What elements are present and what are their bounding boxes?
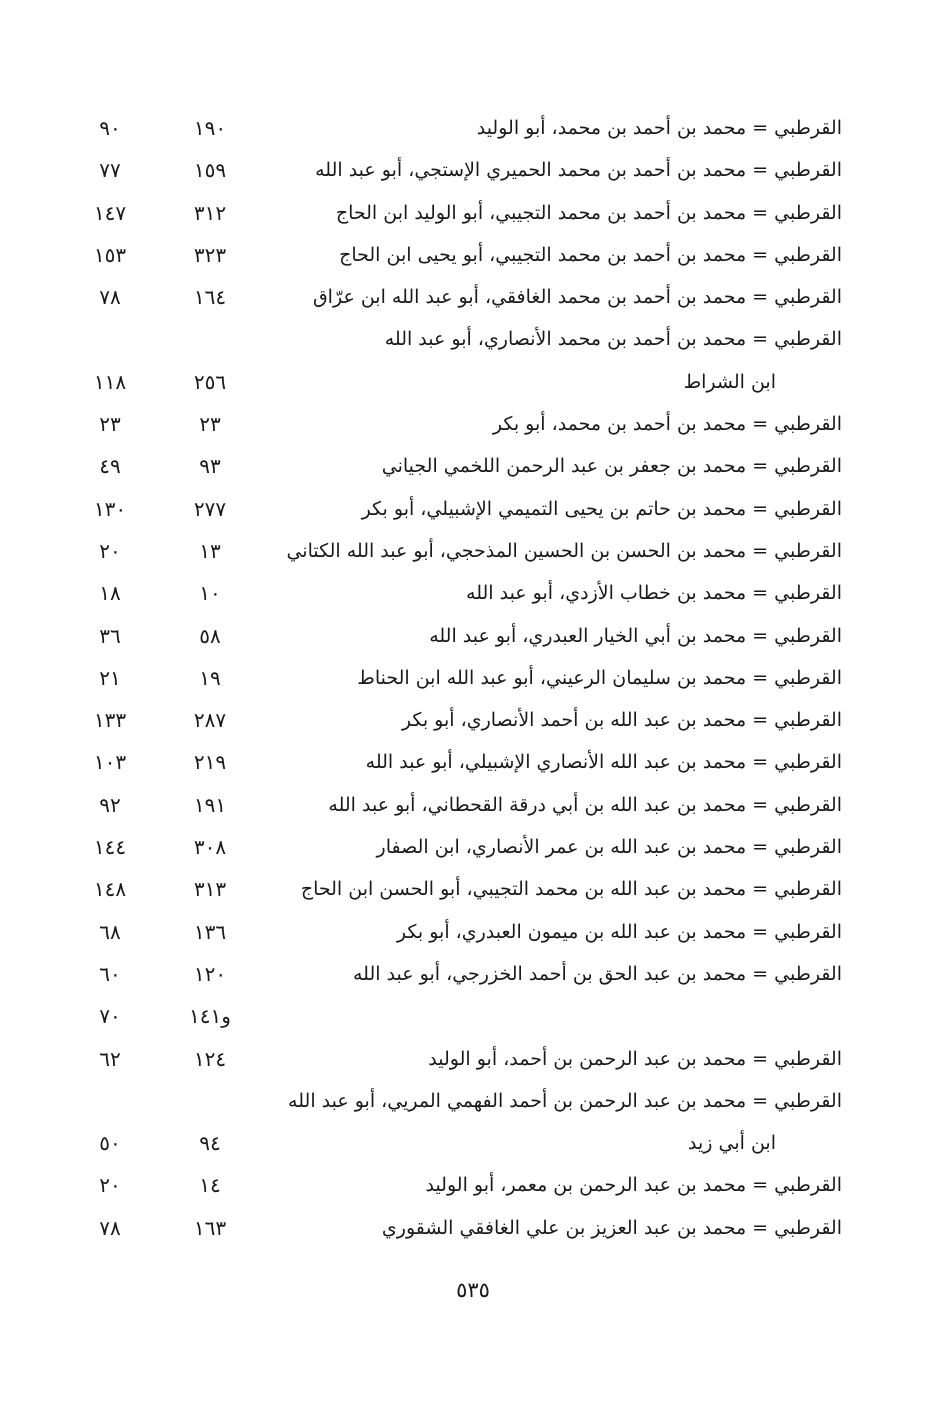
entry-name-continuation: ابن أبي زيد — [688, 1132, 776, 1155]
index-row — [0, 784, 946, 826]
page-reference: ٤٩ — [99, 454, 121, 479]
page-reference: ٧٨ — [99, 285, 121, 310]
page-reference: ٦٢ — [99, 1046, 121, 1071]
entry-number: ١٠ — [199, 581, 221, 606]
index-row — [0, 234, 946, 276]
entry-number: ٢٥٦ — [193, 369, 227, 394]
entry-name: القرطبي = محمد بن أبي الخيار العبدري، أبو عبد الله — [429, 624, 842, 647]
page-reference: ١٠٣ — [93, 750, 127, 775]
page-reference: ٩٢ — [99, 792, 121, 817]
entry-name: القرطبي = محمد بن عبد الله بن أحمد الأنصاري، أبو بكر — [401, 709, 842, 732]
entry-number: ١٩٠ — [193, 116, 227, 140]
index-row — [0, 107, 946, 149]
page-reference: ١٤٤ — [93, 835, 127, 860]
index-row — [0, 657, 946, 699]
entry-number: و١٤١ — [189, 1004, 231, 1029]
index-row — [0, 868, 946, 910]
entry-name: القرطبي = محمد بن عبد الله بن محمد التجيبي، أبو الحسن ابن الحاج — [300, 878, 842, 901]
page-reference: ١٣٠ — [93, 496, 127, 521]
entry-number: ٢٨٧ — [193, 708, 227, 733]
entry-number: ١٣ — [199, 538, 221, 563]
entry-name: القرطبي = محمد بن عبد الحق بن أحمد الخزرجي، أبو عبد الله — [353, 962, 842, 985]
page-reference: ١٤٨ — [93, 877, 127, 902]
entry-number: ٣٢٣ — [193, 242, 227, 267]
page-reference: ١٨ — [99, 581, 121, 606]
index-row — [0, 1122, 946, 1164]
entry-name: القرطبي = محمد بن عبد الرحمن بن أحمد الفهمي المريي، أبو عبد الله — [288, 1089, 842, 1112]
page-reference: ٣٦ — [99, 623, 121, 648]
index-row — [0, 826, 946, 868]
page-reference: ٢٣ — [99, 412, 121, 437]
entry-number: ١٢٠ — [193, 961, 227, 986]
page-reference: ٢٠ — [99, 538, 121, 563]
entry-number: ٥٨ — [199, 623, 221, 648]
entry-name: القرطبي = محمد بن أحمد بن محمد، أبو بكر — [492, 413, 842, 436]
index-row — [0, 361, 946, 403]
entry-number: ٢٣ — [199, 412, 221, 437]
entry-number: ١٩١ — [193, 792, 227, 817]
index-row — [0, 488, 946, 530]
entry-number: ٩٤ — [199, 1131, 221, 1156]
index-row — [0, 149, 946, 191]
entry-name: القرطبي = محمد بن عبد العزيز بن علي الغافقي الشقوري — [381, 1216, 842, 1239]
page-reference: ٧٨ — [99, 1215, 121, 1240]
entry-number: ٣١٣ — [193, 877, 227, 902]
entry-name: القرطبي = محمد بن خطاب الأزدي، أبو عبد الله — [466, 582, 842, 605]
entry-name: القرطبي = محمد بن أحمد بن محمد الأنصاري، أبو عبد الله — [384, 328, 842, 351]
index-row — [0, 699, 946, 741]
entry-number: ٩٣ — [199, 454, 221, 479]
entry-number: ١٣٦ — [193, 919, 227, 944]
index-row — [0, 276, 946, 318]
entry-name: القرطبي = محمد بن عبد الله بن ميمون العبدري، أبو بكر — [396, 920, 842, 943]
entry-name: القرطبي = محمد بن الحسن بن الحسين المذحجي، أبو عبد الله الكتاني — [286, 539, 842, 562]
index-row — [0, 318, 946, 360]
index-row — [0, 953, 946, 995]
index-row — [0, 403, 946, 445]
entry-number: ٣٠٨ — [193, 835, 227, 860]
page-reference: ١٤٧ — [93, 200, 127, 225]
entry-number: ٢١٩ — [193, 750, 227, 775]
index-row — [0, 911, 946, 953]
index-row — [0, 530, 946, 572]
page-reference: ٢٠ — [99, 1173, 121, 1198]
index-row — [0, 1080, 946, 1122]
entry-name: القرطبي = محمد بن عبد الله الأنصاري الإشبيلي، أبو عبد الله — [365, 751, 842, 774]
entry-name: القرطبي = محمد بن أحمد بن محمد الحميري الإستجي، أبو عبد الله — [315, 159, 842, 182]
entry-number: ١٦٣ — [193, 1215, 227, 1240]
page-reference: ٢١ — [99, 665, 121, 690]
entry-name: القرطبي = محمد بن أحمد بن محمد، أبو الوليد — [476, 117, 842, 139]
entry-name: القرطبي = محمد بن حاتم بن يحيى التميمي الإشبيلي، أبو بكر — [361, 497, 842, 520]
index-row — [0, 741, 946, 783]
page-reference: ٥٠ — [99, 1131, 121, 1156]
page-number: ٥٣٥ — [456, 1278, 490, 1302]
entry-number: ١٤ — [199, 1173, 221, 1198]
index-entries — [0, 107, 946, 1249]
entry-name: القرطبي = محمد بن عبد الرحمن بن معمر، أبو الوليد — [425, 1174, 842, 1197]
index-row — [0, 615, 946, 657]
page-reference: ٦٨ — [99, 919, 121, 944]
entry-number: ٢٧٧ — [193, 496, 227, 521]
entry-name: القرطبي = محمد بن عبد الله بن أبي درقة القحطاني، أبو عبد الله — [328, 793, 842, 816]
entry-name: القرطبي = محمد بن أحمد بن محمد الغافقي، أبو عبد الله ابن عرّاق — [312, 286, 842, 309]
page-reference: ١١٨ — [93, 369, 127, 394]
entry-name: القرطبي = محمد بن أحمد بن محمد التجيبي، أبو يحيى ابن الحاج — [339, 243, 842, 266]
index-row — [0, 192, 946, 234]
entry-name: القرطبي = محمد بن أحمد بن محمد التجيبي، أبو الوليد ابن الحاج — [335, 201, 842, 224]
entry-number: ٣١٢ — [193, 200, 227, 225]
page-reference: ٦٠ — [99, 961, 121, 986]
entry-number: ١٩ — [199, 665, 221, 690]
entry-number: ١٢٤ — [193, 1046, 227, 1071]
index-row — [0, 995, 946, 1037]
entry-name: القرطبي = محمد بن عبد الرحمن بن أحمد، أبو الوليد — [428, 1047, 842, 1070]
index-row — [0, 445, 946, 487]
page-reference: ٩٠ — [99, 116, 121, 140]
index-row — [0, 1164, 946, 1206]
page-reference: ١٣٣ — [93, 708, 127, 733]
index-row — [0, 1038, 946, 1080]
entry-name-continuation: ابن الشراط — [683, 370, 776, 393]
entry-number: ١٦٤ — [193, 285, 227, 310]
entry-name: القرطبي = محمد بن سليمان الرعيني، أبو عبد الله ابن الحناط — [357, 666, 842, 689]
entry-number: ١٥٩ — [193, 158, 227, 183]
page-reference: ١٥٣ — [93, 242, 127, 267]
index-row — [0, 572, 946, 614]
entry-name: القرطبي = محمد بن جعفر بن عبد الرحمن اللخمي الجياني — [381, 455, 842, 478]
entry-name: القرطبي = محمد بن عبد الله بن عمر الأنصاري، ابن الصفار — [376, 836, 842, 859]
index-row — [0, 1207, 946, 1249]
page-reference: ٧٠ — [99, 1004, 121, 1029]
page-reference: ٧٧ — [99, 158, 121, 183]
